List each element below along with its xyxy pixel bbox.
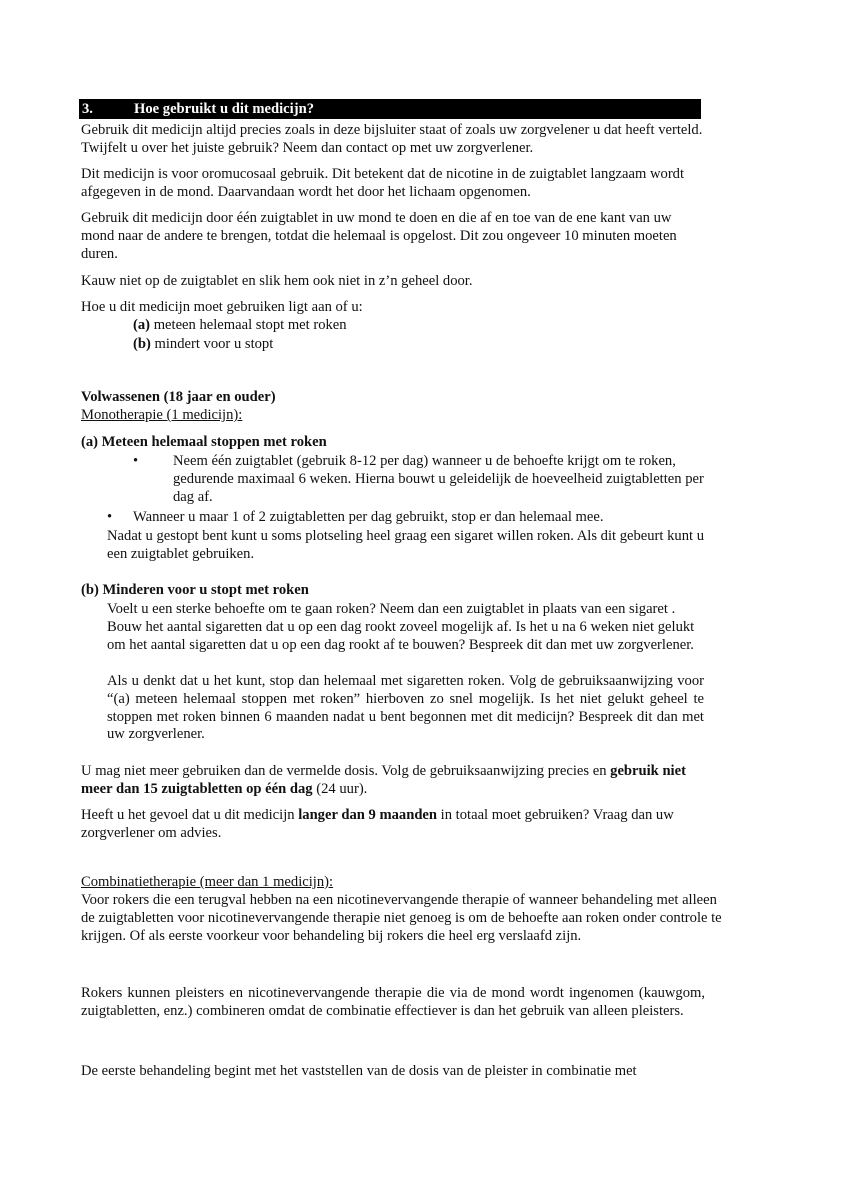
dose-p1-start: U mag niet meer gebruiken dan de vermelde dosis. Volg de gebruiksaanwijzing precies en — [81, 763, 611, 779]
bullet-1-marker: • — [133, 453, 139, 469]
intro-paragraph-2: Dit medicijn is voor oromucosaal gebruik. Dit betekent dat de nicotine in de zuigtablet langzaam wordt afgegeven in de mond. Daarvandaan wordt het door het lichaam opgenomen. — [81, 166, 685, 200]
bullet-1-text — [173, 453, 718, 506]
option-b-text: mindert voor u stopt — [154, 336, 274, 352]
bullet-2-marker: • — [107, 509, 113, 525]
dose-paragraph-2 — [81, 807, 707, 843]
after-bullets-paragraph: Nadat u gestopt bent kunt u soms plotseling heel graag een sigaret willen roken. Als dit gebeurt kunt u een zuigtablet gebruiken. — [107, 528, 705, 562]
dose-p2-bold: langer dan 9 maanden — [298, 807, 438, 823]
section-number: 3. — [82, 101, 93, 117]
section-title: Hoe gebruikt u dit medicijn? — [134, 101, 314, 117]
intro-paragraph-1: Gebruik dit medicijn altijd precies zoals in deze bijsluiter staat of zoals uw zorgvelener u dat heeft verteld. Twijfelt u over het juiste gebruik? Neem dan contact op met uw zorgverlener. — [81, 122, 703, 156]
combination-paragraph-2: Rokers kunnen pleisters en nicotinevervangende therapie die via de mond wordt ingenomen (kauwgom, zuigtabletten, enz.) combineren omdat de combinatie effectiever is dan het gebruik van alleen pleisters. — [81, 985, 705, 1019]
intro-paragraph-4: Kauw niet op de zuigtablet en slik hem ook niet in z’n geheel door. — [81, 273, 473, 289]
subsection-b-heading: (b) Minderen voor u stopt met roken — [81, 582, 309, 598]
subsection-b-paragraph-1: Voelt u een sterke behoefte om te gaan roken? Neem dan een zuigtablet in plaats van een sigaret . Bouw het aantal sigaretten dat u op een dag rookt zoveel mogelijk af. Is het u na 6 weken niet gelukt om het aantal sigaretten dat u op een dag rookt af te bouwen? Bespreek dit dan met uw zorgverlener. — [107, 601, 695, 653]
option-a-text: meteen helemaal stopt met roken — [153, 317, 347, 333]
intro-paragraph-3: Gebruik dit medicijn door één zuigtablet in uw mond te doen en die af en toe van de ene kant van uw mond naar de andere te brengen, totdat die helemaal is opgelost. Dit zou ongeveer 10 minuten moeten duren. — [81, 210, 677, 262]
intro-paragraph-5: Hoe u dit medicijn moet gebruiken ligt aan of u: — [81, 299, 363, 315]
combination-paragraph-3: De eerste behandeling begint met het vaststellen van de dosis van de pleister in combinatie met — [81, 1063, 637, 1079]
option-b-label: (b) — [133, 336, 151, 352]
bullet-2-text: Wanneer u maar 1 of 2 zuigtabletten per dag gebruikt, stop er dan helemaal mee. — [133, 509, 604, 525]
option-a-label: (a) — [133, 317, 151, 333]
dose-paragraph-1 — [81, 763, 707, 799]
monotherapy-heading: Monotherapie (1 medicijn): — [81, 407, 243, 423]
option-a — [133, 317, 633, 335]
dose-p2-start: Heeft u het gevoel dat u dit medicijn — [81, 807, 299, 823]
combination-heading: Combinatietherapie (meer dan 1 medicijn): — [81, 874, 334, 890]
adults-heading: Volwassenen (18 jaar en ouder) — [81, 389, 276, 405]
subsection-a-heading: (a) Meteen helemaal stoppen met roken — [81, 434, 327, 450]
subsection-b-paragraph-2: Als u denkt dat u het kunt, stop dan helemaal met sigaretten roken. Volg de gebruiksaanwijzing voor “(a) meteen helemaal stoppen met roken” hierboven zo snel mogelijk. Is het niet gelukt geheel te stoppen met roken binnen 6 maanden nadat u bent begonnen met dit medicijn? Bespreek dit dan met uw zorgverlener. — [107, 673, 704, 743]
dose-p1-bold: gebruik niet meer dan 15 zuigtabletten op één dag — [81, 763, 686, 797]
combination-paragraph-1: Voor rokers die een terugval hebben na een nicotinevervangende therapie of wanneer behandeling met alleen de zuigtabletten voor nicotinevervangende therapie niet genoeg is om de behoefte aan roken onder controle te krijgen. Of als eerste voorkeur voor behandeling bij rokers die heel erg verslaafd zijn. — [81, 892, 722, 944]
option-b — [133, 336, 633, 354]
dose-p2-end: in totaal moet gebruiken? Vraag dan uw zorgverlener om advies. — [81, 807, 674, 841]
bullet-1-content: Neem één zuigtablet (gebruik 8-12 per dag) wanneer u de behoefte krijgt om te roken, gedurende maximaal 6 weken. Hierna bouwt u geleidelijk de hoeveelheid zuigtabletten per dag af. — [173, 453, 704, 505]
dose-p1-end: (24 uur). — [312, 780, 368, 797]
section-heading-bar — [79, 99, 701, 119]
